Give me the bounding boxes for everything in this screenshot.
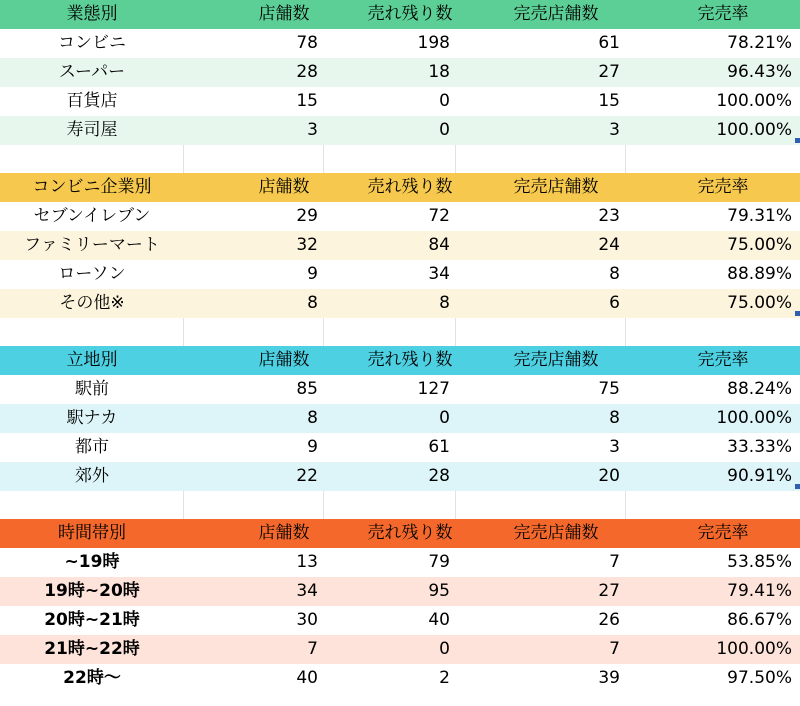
table-row: [0, 202, 800, 231]
row-label[interactable]: スーパー: [58, 62, 126, 82]
table-row: [0, 289, 800, 318]
unsold-count-cell[interactable]: 2: [439, 668, 450, 688]
row-label[interactable]: 駅ナカ: [66, 408, 118, 428]
unsold-count-cell[interactable]: 127: [417, 379, 450, 399]
soldout-rate-cell[interactable]: 75.00%: [727, 235, 792, 255]
unsold-count-cell[interactable]: 34: [428, 264, 450, 284]
empty-cell[interactable]: [626, 491, 800, 519]
table-row: [0, 635, 800, 664]
empty-cell[interactable]: [0, 318, 184, 346]
soldout-rate-cell[interactable]: 75.00%: [727, 293, 792, 313]
soldout-stores-cell[interactable]: 7: [609, 639, 620, 659]
empty-cell[interactable]: [184, 491, 324, 519]
soldout-rate-cell[interactable]: 88.24%: [727, 379, 792, 399]
table-row: [0, 58, 800, 87]
empty-cell[interactable]: [456, 318, 626, 346]
soldout-rate-cell[interactable]: 33.33%: [727, 437, 792, 457]
row-label[interactable]: コンビニ: [58, 33, 126, 53]
soldout-stores-cell[interactable]: 8: [609, 408, 620, 428]
soldout-stores-cell[interactable]: 6: [609, 293, 620, 313]
soldout-rate-cell[interactable]: 100.00%: [716, 91, 792, 111]
selection-handle[interactable]: [795, 484, 800, 489]
store-count-cell[interactable]: 7: [307, 639, 318, 659]
row-label[interactable]: ~19時: [64, 552, 120, 572]
header-soldout-stores[interactable]: 完売店舗数: [513, 177, 599, 197]
soldout-rate-cell[interactable]: 100.00%: [716, 120, 792, 140]
header-store-count[interactable]: 店舗数: [258, 350, 310, 370]
table-row: [0, 116, 800, 145]
row-label[interactable]: 19時~20時: [44, 581, 140, 601]
row-label[interactable]: セブンイレブン: [33, 206, 151, 226]
empty-cell[interactable]: [184, 145, 324, 173]
row-label[interactable]: 20時~21時: [44, 610, 140, 630]
store-count-cell[interactable]: 13: [296, 552, 318, 572]
soldout-rate-cell[interactable]: 96.43%: [727, 62, 792, 82]
empty-cell[interactable]: [456, 491, 626, 519]
empty-cell[interactable]: [324, 318, 456, 346]
soldout-rate-cell[interactable]: 100.00%: [716, 639, 792, 659]
header-store-count[interactable]: 店舗数: [258, 4, 310, 24]
soldout-rate-cell[interactable]: 100.00%: [716, 408, 792, 428]
soldout-stores-cell[interactable]: 8: [609, 264, 620, 284]
store-count-cell[interactable]: 32: [296, 235, 318, 255]
row-label[interactable]: 郊外: [75, 466, 109, 486]
empty-cell[interactable]: [0, 145, 184, 173]
soldout-stores-cell[interactable]: 23: [598, 206, 620, 226]
row-label[interactable]: 22時～: [63, 668, 121, 688]
soldout-stores-cell[interactable]: 15: [598, 91, 620, 111]
header-soldout-stores[interactable]: 完売店舗数: [513, 523, 599, 543]
header-unsold-count[interactable]: 売れ残り数: [367, 350, 453, 370]
selection-handle[interactable]: [795, 138, 800, 143]
store-count-cell[interactable]: 34: [296, 581, 318, 601]
row-label[interactable]: 百貨店: [66, 91, 118, 111]
unsold-count-cell[interactable]: 79: [428, 552, 450, 572]
selection-handle[interactable]: [795, 311, 800, 316]
unsold-count-cell[interactable]: 40: [428, 610, 450, 630]
header-row-convenience-company: [0, 173, 800, 202]
table-row: [0, 375, 800, 404]
store-count-cell[interactable]: 40: [296, 668, 318, 688]
spacer-row: [0, 318, 800, 346]
soldout-rate-cell[interactable]: 78.21%: [727, 33, 792, 53]
header-category[interactable]: 時間帯別: [58, 523, 126, 543]
unsold-count-cell[interactable]: 72: [428, 206, 450, 226]
soldout-stores-cell[interactable]: 20: [598, 466, 620, 486]
header-soldout-rate[interactable]: 完売率: [697, 523, 749, 543]
row-label[interactable]: 寿司屋: [66, 120, 118, 140]
store-count-cell[interactable]: 29: [296, 206, 318, 226]
header-category[interactable]: 立地別: [66, 350, 118, 370]
header-store-count[interactable]: 店舗数: [258, 177, 310, 197]
unsold-count-cell[interactable]: 8: [439, 293, 450, 313]
soldout-rate-cell[interactable]: 97.50%: [727, 668, 792, 688]
table-row: [0, 548, 800, 577]
header-category[interactable]: 業態別: [66, 4, 118, 24]
header-soldout-rate[interactable]: 完売率: [697, 4, 749, 24]
soldout-rate-cell[interactable]: 79.31%: [727, 206, 792, 226]
unsold-count-cell[interactable]: 84: [428, 235, 450, 255]
table-row: [0, 664, 800, 693]
table-row: [0, 606, 800, 635]
store-count-cell[interactable]: 78: [296, 33, 318, 53]
store-count-cell[interactable]: 8: [307, 408, 318, 428]
spacer-row: [0, 491, 800, 519]
unsold-count-cell[interactable]: 198: [417, 33, 450, 53]
store-count-cell[interactable]: 22: [296, 466, 318, 486]
soldout-stores-cell[interactable]: 39: [598, 668, 620, 688]
store-count-cell[interactable]: 9: [307, 264, 318, 284]
row-label[interactable]: 駅前: [75, 379, 109, 399]
table-row: [0, 577, 800, 606]
soldout-stores-cell[interactable]: 3: [609, 437, 620, 457]
store-count-cell[interactable]: 8: [307, 293, 318, 313]
soldout-rate-cell[interactable]: 88.89%: [727, 264, 792, 284]
row-label[interactable]: ファミリーマート: [24, 235, 160, 255]
header-row-location: [0, 346, 800, 375]
table-row: [0, 433, 800, 462]
soldout-rate-cell[interactable]: 86.67%: [727, 610, 792, 630]
header-soldout-rate[interactable]: 完売率: [697, 177, 749, 197]
soldout-stores-cell[interactable]: 7: [609, 552, 620, 572]
table-row: [0, 260, 800, 289]
empty-cell[interactable]: [324, 491, 456, 519]
store-count-cell[interactable]: 85: [296, 379, 318, 399]
empty-cell[interactable]: [456, 145, 626, 173]
unsold-count-cell[interactable]: 28: [428, 466, 450, 486]
unsold-count-cell[interactable]: 0: [439, 91, 450, 111]
store-count-cell[interactable]: 30: [296, 610, 318, 630]
store-count-cell[interactable]: 9: [307, 437, 318, 457]
header-soldout-stores[interactable]: 完売店舗数: [513, 350, 599, 370]
unsold-count-cell[interactable]: 18: [428, 62, 450, 82]
table-row: [0, 231, 800, 260]
soldout-stores-cell[interactable]: 27: [598, 581, 620, 601]
soldout-stores-cell[interactable]: 75: [598, 379, 620, 399]
soldout-rate-cell[interactable]: 90.91%: [727, 466, 792, 486]
row-label[interactable]: 21時~22時: [44, 639, 140, 659]
unsold-count-cell[interactable]: 95: [428, 581, 450, 601]
header-unsold-count[interactable]: 売れ残り数: [367, 523, 453, 543]
table-row: [0, 29, 800, 58]
unsold-count-cell[interactable]: 0: [439, 120, 450, 140]
unsold-count-cell[interactable]: 61: [428, 437, 450, 457]
soldout-stores-cell[interactable]: 26: [598, 610, 620, 630]
soldout-rate-cell[interactable]: 53.85%: [727, 552, 792, 572]
header-store-count[interactable]: 店舗数: [258, 523, 310, 543]
row-label[interactable]: ローソン: [58, 264, 126, 284]
spacer-row: [0, 145, 800, 173]
empty-cell[interactable]: [626, 145, 800, 173]
header-soldout-stores[interactable]: 完売店舗数: [513, 4, 599, 24]
empty-cell[interactable]: [626, 318, 800, 346]
soldout-stores-cell[interactable]: 24: [598, 235, 620, 255]
soldout-stores-cell[interactable]: 61: [598, 33, 620, 53]
table-row: [0, 462, 800, 491]
store-count-cell[interactable]: 15: [296, 91, 318, 111]
table-row: [0, 404, 800, 433]
header-unsold-count[interactable]: 売れ残り数: [367, 177, 453, 197]
empty-cell[interactable]: [324, 145, 456, 173]
row-label[interactable]: その他※: [59, 293, 125, 313]
header-soldout-rate[interactable]: 完売率: [697, 350, 749, 370]
header-unsold-count[interactable]: 売れ残り数: [367, 4, 453, 24]
header-row-time-slot: [0, 519, 800, 548]
row-label[interactable]: 都市: [75, 437, 109, 457]
header-category[interactable]: コンビニ企業別: [32, 177, 152, 197]
unsold-count-cell[interactable]: 0: [439, 408, 450, 428]
soldout-stores-cell[interactable]: 3: [609, 120, 620, 140]
store-count-cell[interactable]: 3: [307, 120, 318, 140]
soldout-stores-cell[interactable]: 27: [598, 62, 620, 82]
header-row-business-type: [0, 0, 800, 29]
table-row: [0, 87, 800, 116]
soldout-rate-cell[interactable]: 79.41%: [727, 581, 792, 601]
store-count-cell[interactable]: 28: [296, 62, 318, 82]
empty-cell[interactable]: [184, 318, 324, 346]
empty-cell[interactable]: [0, 491, 184, 519]
unsold-count-cell[interactable]: 0: [439, 639, 450, 659]
